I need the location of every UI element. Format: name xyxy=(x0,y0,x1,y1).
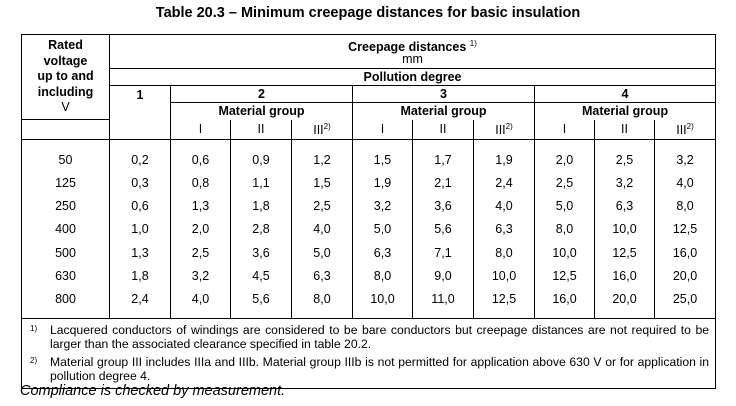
creepage-value-cell: 2,0 xyxy=(535,140,595,172)
footnote-text: Lacquered conductors of windings are considered to be bare conductors but creepage distances are not required to be larger than the associated clearance specified in table 20.2. xyxy=(50,322,710,351)
material-group-header: Material group xyxy=(353,103,535,120)
empty-cell xyxy=(22,120,110,140)
creepage-value-cell: 1,7 xyxy=(413,140,474,172)
voltage-cell: 800 xyxy=(22,288,110,319)
creepage-value-cell: 1,0 xyxy=(110,218,171,241)
rated-voltage-header xyxy=(22,35,110,120)
voltage-cell: 50 xyxy=(22,140,110,172)
creepage-value-cell: 0,6 xyxy=(110,194,171,217)
table-row xyxy=(22,241,716,264)
footnote-mark: 1) xyxy=(30,323,38,333)
creepage-value-cell: 6,3 xyxy=(474,218,535,241)
table-row xyxy=(22,265,716,288)
creepage-value-cell: 2,5 xyxy=(292,194,353,217)
creepage-value-cell: 1,3 xyxy=(110,241,171,264)
creepage-value-cell: 4,0 xyxy=(655,171,716,194)
table-body xyxy=(22,140,716,319)
creepage-value-cell: 2,5 xyxy=(535,171,595,194)
group-ii-4: II xyxy=(595,120,655,140)
footnote-mark: 2) xyxy=(30,355,38,365)
group-iii-2 xyxy=(292,120,353,140)
creepage-value-cell: 1,8 xyxy=(110,265,171,288)
creepage-value-cell: 2,4 xyxy=(110,288,171,319)
creepage-value-cell: 5,0 xyxy=(353,218,413,241)
pollution-degree-header: Pollution degree xyxy=(110,69,716,86)
creepage-value-cell: 9,0 xyxy=(413,265,474,288)
creepage-value-cell: 12,5 xyxy=(655,218,716,241)
creepage-value-cell: 4,0 xyxy=(474,194,535,217)
creepage-value-cell: 1,2 xyxy=(292,140,353,172)
creepage-value-cell: 3,6 xyxy=(231,241,292,264)
creepage-value-cell: 0,3 xyxy=(110,171,171,194)
creepage-value-cell: 10,0 xyxy=(474,265,535,288)
group-ii-3: II xyxy=(413,120,474,140)
creepage-value-cell: 8,0 xyxy=(535,218,595,241)
rated-voltage-line: up to and xyxy=(37,69,94,84)
creepage-table xyxy=(21,34,716,389)
creepage-value-cell: 8,0 xyxy=(353,265,413,288)
pollution-degree-2: 2 xyxy=(171,86,353,103)
creepage-value-cell: 5,0 xyxy=(535,194,595,217)
footnote-ref: 2) xyxy=(323,121,331,131)
creepage-value-cell: 0,8 xyxy=(171,171,231,194)
table-row xyxy=(22,194,716,217)
creepage-value-cell: 1,9 xyxy=(353,171,413,194)
group-i-4: I xyxy=(535,120,595,140)
creepage-title: Creepage distances xyxy=(348,40,467,54)
creepage-value-cell: 1,5 xyxy=(292,171,353,194)
group-i-2: I xyxy=(171,120,231,140)
footnote-2 xyxy=(30,355,709,383)
creepage-value-cell: 12,5 xyxy=(595,241,655,264)
creepage-value-cell: 6,3 xyxy=(595,194,655,217)
creepage-value-cell: 6,3 xyxy=(292,265,353,288)
voltage-cell: 400 xyxy=(22,218,110,241)
table-row xyxy=(22,140,716,172)
footnotes xyxy=(22,318,716,388)
creepage-value-cell: 20,0 xyxy=(655,265,716,288)
creepage-value-cell: 25,0 xyxy=(655,288,716,319)
creepage-value-cell: 2,5 xyxy=(171,241,231,264)
creepage-value-cell: 12,5 xyxy=(535,265,595,288)
creepage-value-cell: 0,6 xyxy=(171,140,231,172)
creepage-value-cell: 16,0 xyxy=(535,288,595,319)
creepage-value-cell: 0,2 xyxy=(110,140,171,172)
creepage-value-cell: 3,2 xyxy=(655,140,716,172)
creepage-value-cell: 8,0 xyxy=(474,241,535,264)
creepage-value-cell: 4,0 xyxy=(171,288,231,319)
creepage-value-cell: 3,2 xyxy=(595,171,655,194)
group-iii-label: III xyxy=(495,122,506,137)
creepage-value-cell: 3,2 xyxy=(353,194,413,217)
group-i-3: I xyxy=(353,120,413,140)
group-iii-3 xyxy=(474,120,535,140)
creepage-value-cell: 1,8 xyxy=(231,194,292,217)
creepage-value-cell: 5,0 xyxy=(292,241,353,264)
creepage-value-cell: 5,6 xyxy=(413,218,474,241)
rated-voltage-line: voltage xyxy=(43,53,88,68)
voltage-cell: 250 xyxy=(22,194,110,217)
creepage-value-cell: 16,0 xyxy=(655,241,716,264)
table-row xyxy=(22,288,716,319)
rated-voltage-unit: V xyxy=(61,100,70,115)
creepage-value-cell: 10,0 xyxy=(535,241,595,264)
voltage-cell: 500 xyxy=(22,241,110,264)
creepage-value-cell: 12,5 xyxy=(474,288,535,319)
creepage-value-cell: 1,9 xyxy=(474,140,535,172)
creepage-value-cell: 1,1 xyxy=(231,171,292,194)
creepage-value-cell: 0,9 xyxy=(231,140,292,172)
creepage-value-cell: 4,0 xyxy=(292,218,353,241)
creepage-value-cell: 1,3 xyxy=(171,194,231,217)
group-iii-label: III xyxy=(676,122,687,137)
table-row xyxy=(22,218,716,241)
pollution-degree-1: 1 xyxy=(110,86,171,140)
compliance-note: Compliance is checked by measurement. xyxy=(20,383,286,399)
voltage-cell: 630 xyxy=(22,265,110,288)
rated-voltage-line: Rated xyxy=(48,38,83,53)
creepage-value-cell: 10,0 xyxy=(353,288,413,319)
creepage-value-cell: 1,5 xyxy=(353,140,413,172)
creepage-value-cell: 3,2 xyxy=(171,265,231,288)
creepage-value-cell: 16,0 xyxy=(595,265,655,288)
creepage-header xyxy=(110,35,716,69)
creepage-value-cell: 10,0 xyxy=(595,218,655,241)
footnote-ref: 1) xyxy=(469,39,477,48)
creepage-value-cell: 2,1 xyxy=(413,171,474,194)
creepage-value-cell: 2,5 xyxy=(595,140,655,172)
creepage-value-cell: 5,6 xyxy=(231,288,292,319)
voltage-cell: 125 xyxy=(22,171,110,194)
creepage-value-cell: 6,3 xyxy=(353,241,413,264)
table-title: Table 20.3 – Minimum creepage distances for basic insulation xyxy=(155,5,581,21)
creepage-value-cell: 20,0 xyxy=(595,288,655,319)
pollution-degree-4: 4 xyxy=(535,86,716,103)
creepage-value-cell: 8,0 xyxy=(655,194,716,217)
creepage-value-cell: 8,0 xyxy=(292,288,353,319)
table-row xyxy=(22,171,716,194)
footnote-text: Material group III includes IIIa and IIIb. Material group IIIb is not permitted for application above 630 V or for application in pollution degree 4. xyxy=(50,354,710,383)
creepage-value-cell: 11,0 xyxy=(413,288,474,319)
creepage-value-cell: 2,8 xyxy=(231,218,292,241)
creepage-value-cell: 2,4 xyxy=(474,171,535,194)
group-iii-4 xyxy=(655,120,716,140)
rated-voltage-line: including xyxy=(37,84,94,99)
footnote-1 xyxy=(30,323,709,351)
footnote-ref: 2) xyxy=(505,121,513,131)
creepage-value-cell: 4,5 xyxy=(231,265,292,288)
material-group-header: Material group xyxy=(171,103,353,120)
pollution-degree-3: 3 xyxy=(353,86,535,103)
creepage-value-cell: 2,0 xyxy=(171,218,231,241)
creepage-unit: mm xyxy=(402,52,423,66)
group-iii-label: III xyxy=(313,122,324,137)
creepage-value-cell: 7,1 xyxy=(413,241,474,264)
footnote-ref: 2) xyxy=(686,121,694,131)
creepage-value-cell: 3,6 xyxy=(413,194,474,217)
material-group-header: Material group xyxy=(535,103,716,120)
group-ii-2: II xyxy=(231,120,292,140)
